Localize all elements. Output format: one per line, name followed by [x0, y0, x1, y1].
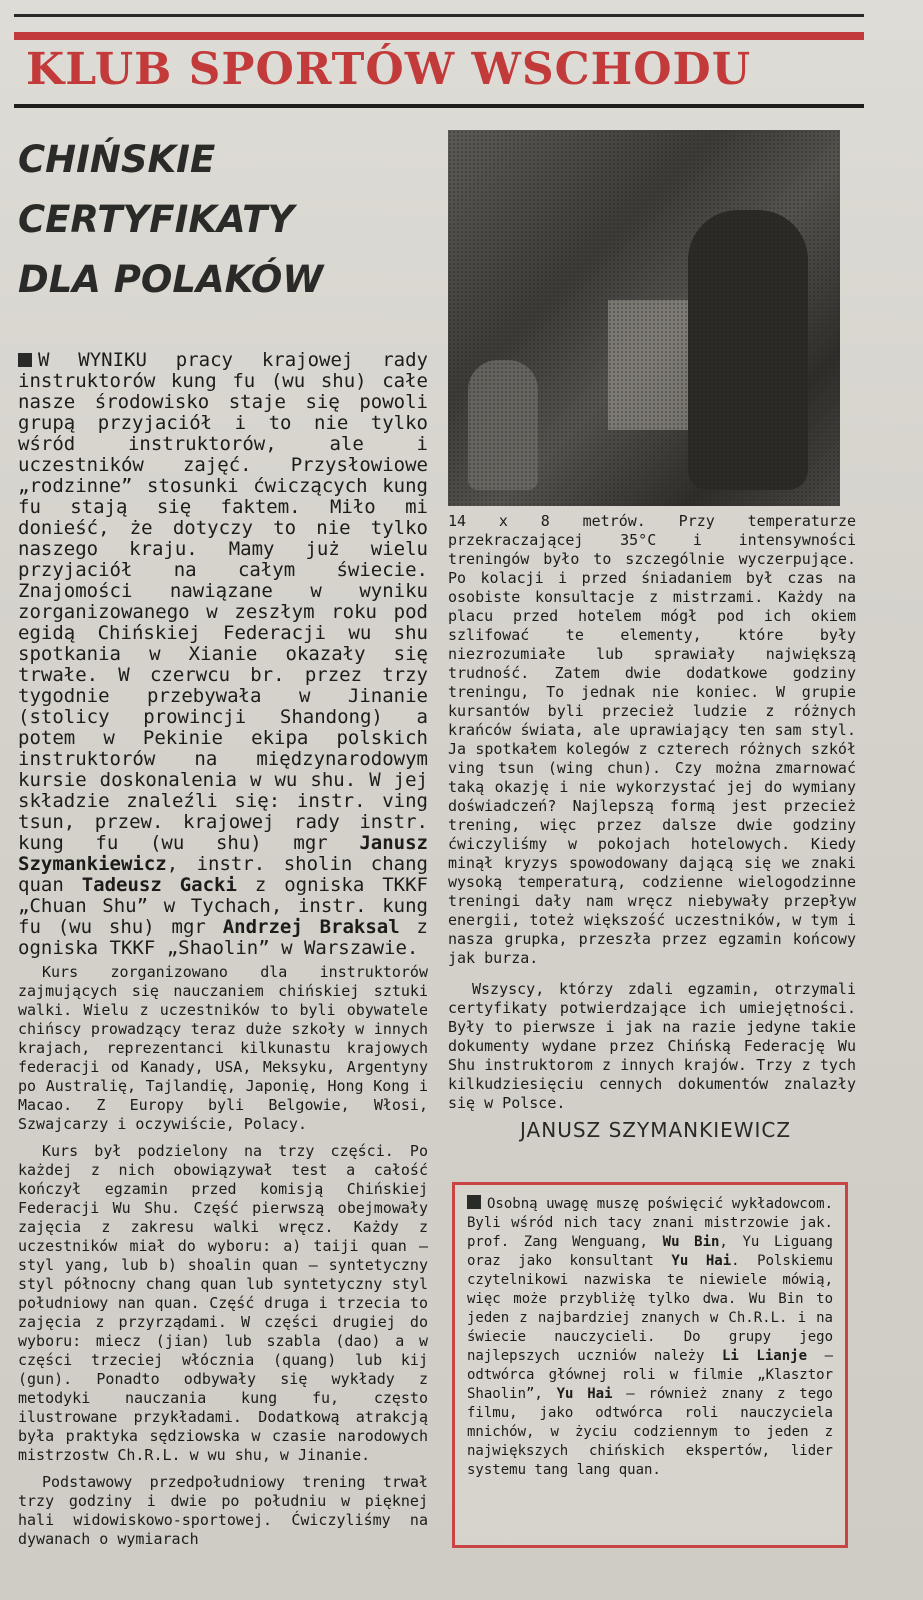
banner-rule-top — [14, 32, 864, 40]
lead-text-mid-2: z ogniska TKKF „Chuan Shu” w Tychach, instr. kung fu (wu shu) mgr — [18, 874, 428, 938]
box-text-d: — odtwórca głównej roli w filmie „Klasztor Shaolin”, — [467, 1348, 833, 1402]
banner-title: KLUB SPORTÓW WSCHODU — [26, 44, 752, 95]
headline-line-3: DLA POLAKÓW — [18, 258, 324, 301]
lead-name-2: Tadeusz Gacki — [81, 874, 237, 896]
lead-paragraph — [18, 350, 428, 959]
lead-name-3: Andrzej Braksal — [222, 916, 400, 938]
box-text-e: — również znany z tego filmu, jako odtwórca roli nauczyciela mnichów, w życiu codziennym to jeden z największych chińskich ekspertów, lider systemu tang lang quan. — [467, 1386, 833, 1478]
article-headline — [18, 130, 418, 310]
square-bullet-icon — [18, 353, 32, 367]
lead-text: W WYNIKU pracy krajowej rady instruktorów kung fu (wu shu) całe nasze środowisko staje się powoli grupą przyjaciół i to nie tylko wśród instruktorów, ale i uczestników zajęć. Przysłowiowe „rodzinne” stosunki ćwiczących kung fu stają się faktem. Miło mi donieść, że dotyczy to nie tylko naszego kraju. Mamy już wielu przyjaciół na całym świecie. Znajomości nawiązane w wyniku zorganizowanego w zeszłym roku pod egidą Chińskiej Federacji wu shu spotkania w Xianie okazały się trwałe. W czerwcu br. przez trzy tygodnie przebywała w Jinanie (stolicy prowincji Shandong) a potem w Pekinie ekipa polskich instruktorów na międzynarodowym kursie doskonalenia w wu shu. W jej składzie znaleźli się: instr. ving tsun, przew. krajowej rady instr. kung fu (wu shu) mgr — [18, 349, 428, 854]
banner-rule-bottom — [14, 104, 864, 108]
photo-halftone — [448, 130, 840, 506]
box-text-c: . Polskiemu czytelnikowi nazwiska te niewiele mówią, więc może przybliżę tylko dwa. Wu Bin to jeden z najbardziej znanych w Ch.R.L. i na świecie nauczycieli. Do grupy jego najlepszych uczniów należy — [467, 1253, 833, 1364]
lead-name-1: Janusz Szymankiewicz — [18, 832, 428, 875]
author-byline: JANUSZ SZYMANKIEWICZ — [520, 1118, 792, 1142]
paragraph-3: Kurs był podzielony na trzy części. Po każdej z nich obowiązywał test a całość kończył egzamin przed komisją Chińskiej Federacji Wu Shu. Część pierwszą obejmowały zajęcia z zakresu walki wręcz. Każdy z uczestników miał do wyboru: a) taiji quan — styl yang, lub b) shoalin quan — syntetyczny styl północny chang quan lub syntetyczny styl południowy nan quan. Część druga i trzecia to zajęcia z przyrządami. W części drugiej do wyboru: miecz (jian) lub szabla (dao) a w części trzeciej włócznia (quang) lub kij (gun). Ponadto odbywały się wykłady z metodyki nauczania kung fu, często ilustrowane przykładami. Dodatkową atrakcją była praktyka sędziowska w czasie narodowych mistrzostw Ch.R.L. w wu shu, w Jinanie. — [18, 1142, 428, 1464]
box-name-4: Yu Hai — [556, 1386, 613, 1402]
headline-line-1: CHIŃSKIE — [18, 138, 216, 181]
lead-text-mid-1: , instr. sholin chang quan — [18, 853, 428, 896]
paragraph-2: Kurs zorganizowano dla instruktorów zajmujących się nauczaniem chińskiej sztuki walki. Wielu z uczestników to byli obywatele chińscy prowadzący teraz duże szkoły w innych krajach, reprezentanci kilkunastu krajowych federacji od Kanady, USA, Meksyku, Argentyny po Australię, Tajlandię, Japonię, Hong Kong i Macao. Z Europy byli Belgowie, Włosi, Szwajcarzy i oczywiście, Polacy. — [18, 963, 428, 1133]
lead-text-end: z ogniska TKKF „Shaolin” w Warszawie. — [18, 916, 428, 959]
section-banner — [14, 32, 864, 124]
left-column — [18, 350, 428, 1557]
box-square-bullet-icon — [467, 1195, 481, 1209]
right-paragraph-1: 14 x 8 metrów. Przy temperaturze przekraczającej 35°C i intensywności treningów było to szczególnie wyczerpujące. Po kolacji i przed śniadaniem był czas na osobiste konsultacje z mistrzami. Każdy na placu przed hotelem mógł pod ich okiem szlifować te elementy, które były niezrozumiałe lub sprawiały największą trudność. Zatem dwie dodatkowe godziny treningu, To jednak nie koniec. W grupie kursantów byli przecież ludzie z różnych krańców świata, ale uprawiający ten sam styl. Ja spotkałem kolegów z czterech różnych szkół ving tsun (wing chun). Czy można zmarnować taką okazję i nie wykorzystać jej do wymiany doświadczeń? Najlepszą formą jest przecież trening, więc przez dalsze dwie godziny ćwiczyliśmy w pokojach hotelowych. Kiedy minął kryzys spowodowany dającą się we znaki wysoką temperaturą, codzienne wielogodzinne treningi dały nam wręcz niebywały przepływ energii, toteż większość uczestników, w tym i nasza grupka, przeszła przez egzamin końcowy jak burza. — [448, 512, 856, 967]
sidebar-box — [452, 1182, 848, 1548]
box-name-2: Yu Hai — [671, 1253, 732, 1269]
box-text-b: , Yu Liguang oraz jako konsultant — [467, 1234, 833, 1269]
right-column — [448, 512, 856, 1125]
top-rule — [14, 14, 864, 17]
paragraph-4: Podstawowy przedpołudniowy trening trwał trzy godziny i dwie po południu w pięknej hali widowiskowo-sportowej. Ćwiczyliśmy na dywanach o wymiarach — [18, 1473, 428, 1548]
headline-line-2: CERTYFIKATY — [18, 198, 295, 241]
box-name-3: Li Lianje — [722, 1348, 807, 1364]
box-text-a: Osobną uwagę muszę poświęcić wykładowcom. Byli wśród nich tacy znani mistrzowie jak. prof. Zang Wenguang, — [467, 1196, 833, 1250]
photo-martial-arts-practice — [448, 130, 840, 506]
box-name-1: Wu Bin — [662, 1234, 720, 1250]
right-paragraph-2: Wszyscy, którzy zdali egzamin, otrzymali certyfikaty potwierdzające ich umiejętności. Były to pierwsze i jak na razie jedyne takie dokumenty wydane przez Chińską Federację Wu Shu instruktorom z innych krajów. Trzy z tych kilkudziesięciu cennych dokumentów znalazły się w Polsce. — [448, 980, 856, 1112]
